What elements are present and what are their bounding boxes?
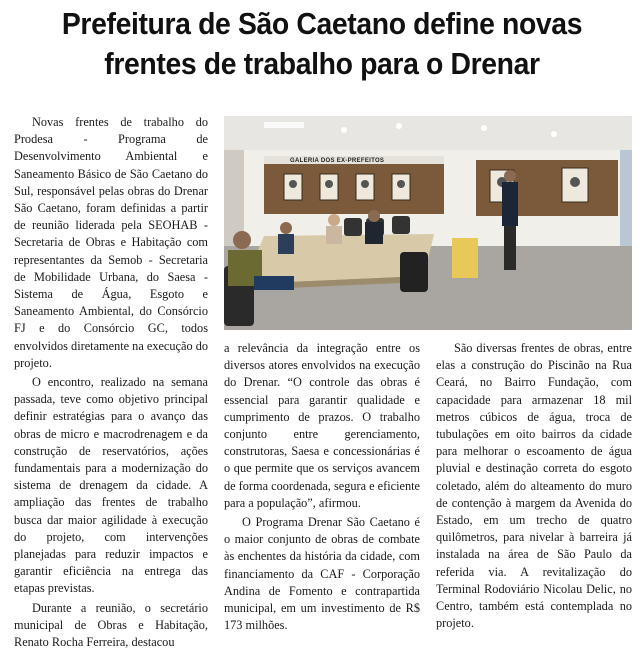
- paragraph: Novas frentes de trabalho do Prodesa - Programa de Desenvolvimento Ambiental e Saneamento Básico de São Caetano do Sul, responsável pelas obras do Drenar São Caetano, foram definidas a partir de reunião liderada pela SEOHAB - Secretaria de Obras e Habitação com representantes da Semob - Secretaria de Mobilidade Urbana, do Saesa - Sistema de Água, Esgoto e Saneamento Ambiental, do Consórcio FJ e do Consórcio GC, todos envolvidos diretamente na execução do projeto.: [14, 115, 208, 370]
- paragraph: São diversas frentes de obras, entre elas a construção do Piscinão na Rua Ceará, no Bairro Fundação, com capacidade para armazenar 18 mil metros cúbicos de água, troca de tubulações em oito bairros da cidade para melhorar o escoamento de água pluvial e destinação correta do esgoto coletado, além do alteamento do muro de contenção à margem da Avenida do Estado, em um trecho de quatro quilômetros, para nivelar à barreira já instalada na área de São Paulo da referida via. A revitalização do Terminal Rodoviário Nicolau Delic, no Centro, também está contemplada no projeto.: [436, 341, 632, 631]
- article-column-3: [436, 340, 632, 632]
- article-column-2: [224, 340, 420, 634]
- article-column-1: [14, 114, 208, 651]
- headline-line-1: Prefeitura de São Caetano define novas: [61, 7, 583, 41]
- meeting-photo: [224, 116, 632, 330]
- headline-line-2: frentes de trabalho para o Drenar: [104, 47, 540, 81]
- headline: [28, 4, 616, 84]
- paragraph: Durante a reunião, o secretário municipal de Obras e Habitação, Renato Rocha Ferreira, destacou: [14, 600, 208, 650]
- paragraph: O encontro, realizado na semana passada, teve como objetivo principal definir estratégias para o avanço das obras de micro e macrodrenagem e da construção de reservatórios, ações fundamentais para a modernização do sistema de drenagem da cidade. A ampliação das frentes de trabalho busca dar maior agilidade à execução do projeto, com intervenções planejadas para reduzir impactos e garantir eficiência na entrega das etapas previstas.: [14, 375, 208, 596]
- paragraph: O Programa Drenar São Caetano é o maior conjunto de obras de combate às enchentes da história da cidade, com financiamento da CAF - Corporação Andina de Fomento e contrapartida municipal, em um investimento de R$ 173 milhões.: [224, 515, 420, 633]
- wall-sign: GALERIA DOS EX-PREFEITOS: [290, 158, 385, 164]
- paragraph: a relevância da integração entre os diversos atores envolvidos na execução do Drenar. “O controle das obras é essencial para garantir qualidade e cumprimento de prazos. O trabalho conjunto entre gerenciamento, construtoras, Saesa e concessionárias é o que permite que os serviços avancem de forma coordenada, segura e eficiente para a população”, afirmou.: [224, 341, 420, 510]
